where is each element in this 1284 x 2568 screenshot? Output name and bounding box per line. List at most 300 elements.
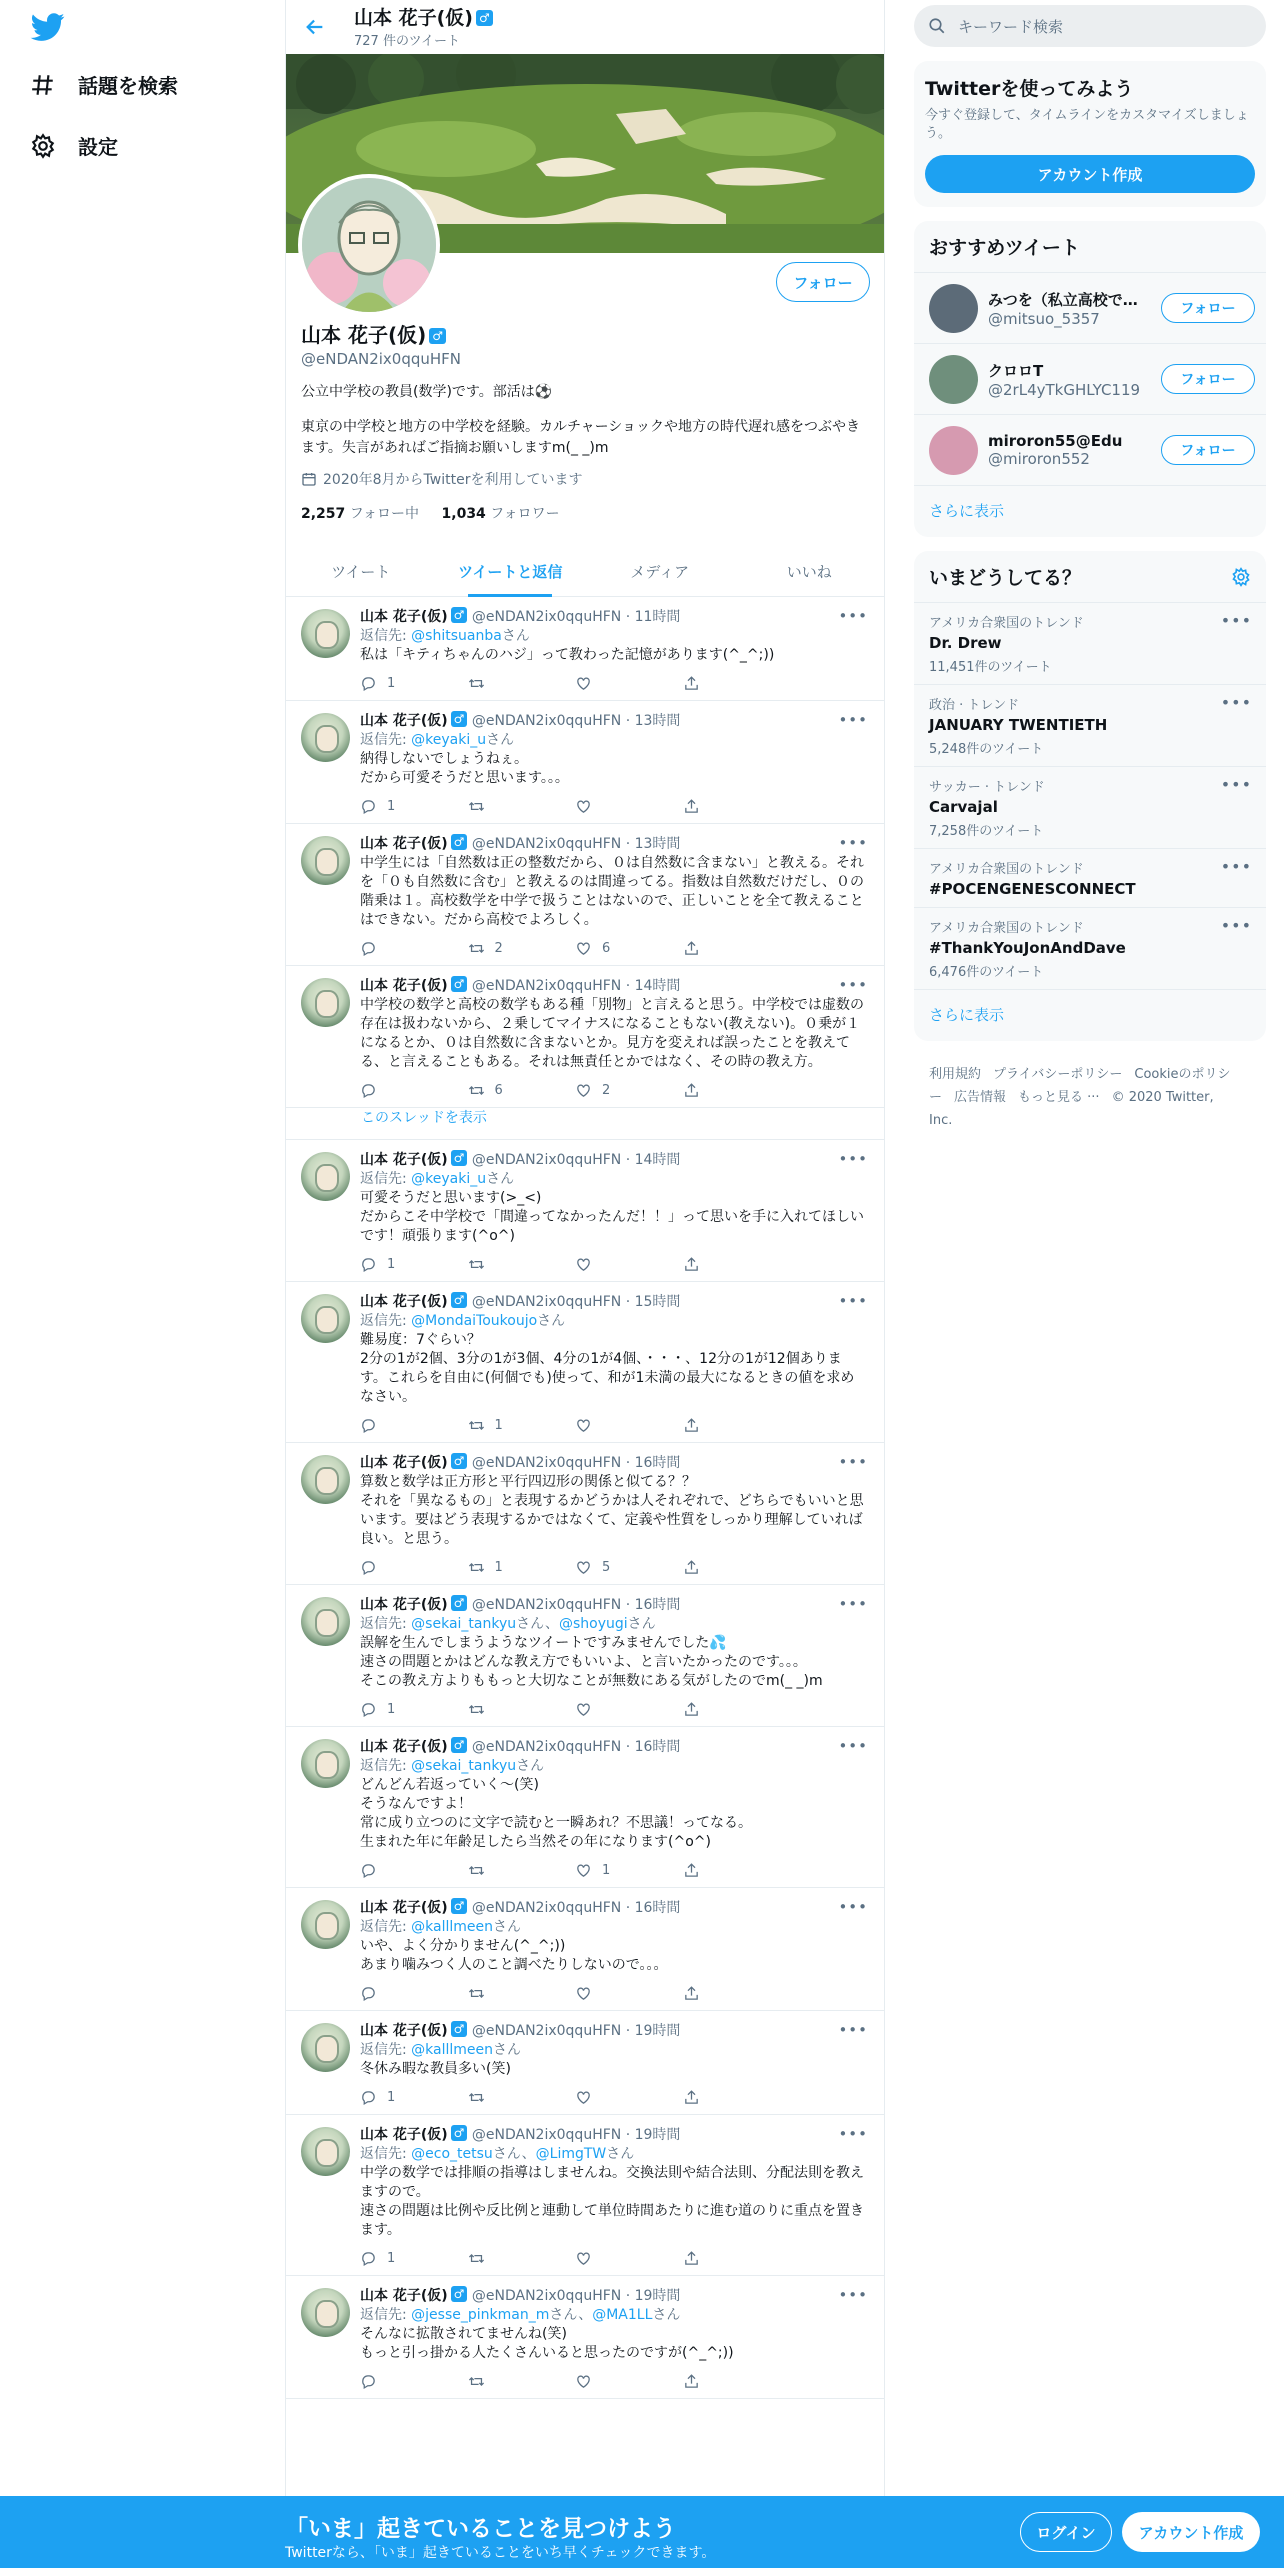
retweet-button[interactable] [468, 1558, 576, 1576]
recommended-account[interactable] [914, 272, 1266, 343]
tweet-text: どんどん若返っていく～(笑) そうなんですよ！ 常に成り立つのに文字で読むと一瞬あれ？不思議！ってなる。 生まれた年に年齢足したら当然その年になります(^o^) [360, 1777, 752, 1850]
recommended-name[interactable]: クロロT [988, 361, 1044, 380]
reply-count: 1 [387, 675, 396, 691]
followers-link[interactable]: 1,034 フォロワー [441, 506, 560, 522]
recommended-avatar[interactable] [929, 284, 978, 333]
more-options-icon[interactable]: ••• [838, 1898, 868, 1916]
tweet-timestamp[interactable]: · 19時間 [625, 2023, 681, 2039]
profile-avatar[interactable] [298, 174, 440, 316]
more-options-icon[interactable]: ••• [838, 2125, 868, 2143]
tweet-author-handle: @eNDAN2ix0qquHFN [471, 1597, 622, 1613]
avatar-illustration [302, 178, 436, 312]
share-icon [683, 2373, 700, 2390]
tweet-avatar[interactable] [301, 2023, 350, 2072]
tweet-header [360, 834, 868, 854]
tweet-actions [360, 2249, 790, 2267]
retweet-button[interactable] [468, 2249, 576, 2267]
recommended-avatar[interactable] [929, 426, 978, 475]
gender-badge: ♂ [451, 2125, 468, 2141]
tweet-author-name[interactable]: 山本 花子(仮) [360, 2288, 448, 2304]
like-button[interactable] [575, 2372, 683, 2390]
tweet-header [360, 2125, 868, 2145]
reply-context: 返信先: @sekai_tankyuさん、@shoyugiさん [360, 1616, 656, 1632]
tweet-timestamp[interactable]: · 16時間 [625, 1739, 681, 1755]
tweet-timestamp[interactable]: · 16時間 [625, 1900, 681, 1916]
profile-bio: 公立中学校の教員(数学)です。部活は⚽ [301, 384, 553, 400]
more-options-icon[interactable]: ••• [838, 1150, 868, 1168]
tweet-timestamp[interactable]: · 15時間 [625, 1294, 681, 1310]
trend-item[interactable] [914, 766, 1266, 848]
footer-link[interactable]: Cookieのポリシー [929, 1067, 1231, 1105]
tweet-avatar[interactable] [301, 2127, 350, 2176]
trend-item[interactable] [914, 684, 1266, 766]
share-icon [683, 1701, 700, 1718]
main-column [285, 0, 885, 2568]
share-button[interactable] [683, 674, 791, 692]
more-options-icon[interactable]: ••• [838, 976, 868, 994]
like-count: 6 [602, 940, 611, 956]
tweet-actions [360, 1700, 790, 1718]
reply-mention-link[interactable]: @shoyugi [558, 1616, 628, 1632]
tweet-avatar[interactable] [301, 2288, 350, 2337]
tab-tweets[interactable]: ツイート [331, 563, 391, 581]
more-options-icon[interactable]: ••• [838, 2021, 868, 2039]
reply-mention-link[interactable]: @keyaki_u [411, 732, 487, 748]
tweet-actions [360, 674, 790, 692]
share-button[interactable] [683, 1861, 791, 1879]
like-button[interactable] [575, 939, 683, 957]
tweet[interactable] [286, 824, 884, 966]
recommended-account[interactable] [914, 343, 1266, 414]
share-button[interactable] [683, 1984, 791, 2002]
more-options-icon[interactable]: ••• [838, 1292, 868, 1310]
reply-mention-link[interactable]: @LimgTW [535, 2146, 607, 2162]
heart-icon [575, 2373, 592, 2390]
heart-icon [575, 1082, 592, 1099]
profile-gender-badge: ♂ [429, 328, 446, 344]
gender-badge: ♂ [451, 2021, 468, 2037]
retweet-button[interactable] [468, 1255, 576, 1273]
tweet-actions [360, 797, 790, 815]
share-icon [683, 675, 700, 692]
bottom-bar-subtitle: Twitterなら、「いま」起きていることをいち早くチェックできます。 [285, 2545, 716, 2561]
share-button[interactable] [683, 1416, 791, 1434]
retweet-count: 6 [494, 1082, 503, 1098]
gear-icon [30, 133, 56, 159]
search-input[interactable]: キーワード検索 [958, 17, 1064, 36]
reply-mention-link[interactable]: @shitsuanba [411, 628, 502, 644]
reply-context: 返信先: @kalllmeenさん [360, 2042, 522, 2058]
profile-joined [301, 469, 868, 489]
who-to-follow-card [914, 221, 1266, 537]
tweet-author-handle: @eNDAN2ix0qquHFN [471, 1739, 622, 1755]
reply-count: 1 [387, 1256, 396, 1272]
nav-settings[interactable] [30, 131, 118, 160]
footer-link[interactable]: 利用規約 [929, 1067, 982, 1082]
retweet-icon [468, 1985, 485, 2002]
tweet-avatar[interactable] [301, 609, 350, 658]
more-options-icon[interactable]: ••• [838, 1595, 868, 1613]
share-button[interactable] [683, 939, 791, 957]
heart-icon [575, 1862, 592, 1879]
retweet-icon [468, 2250, 485, 2267]
reply-mention-link[interactable]: @MondaiToukoujo [411, 1313, 538, 1329]
tweet[interactable] [286, 1140, 884, 1282]
reply-context: 返信先: @eco_tetsuさん、@LimgTWさん [360, 2146, 635, 2162]
share-button[interactable] [683, 1255, 791, 1273]
tweet-header [360, 2286, 868, 2306]
tweet-avatar[interactable] [301, 1900, 350, 1949]
tweet[interactable] [286, 966, 884, 1108]
reply-button[interactable] [360, 2249, 468, 2267]
retweet-button[interactable] [468, 939, 576, 957]
reply-button[interactable] [360, 1558, 468, 1576]
tweet-header [360, 1595, 868, 1615]
reply-mention-link[interactable]: @MA1LL [592, 2307, 653, 2323]
reply-context: 返信先: @sekai_tankyuさん [360, 1758, 545, 1774]
tweet-timestamp[interactable]: · 14時間 [625, 978, 681, 994]
tweet-avatar[interactable] [301, 1152, 350, 1201]
tweet-header [360, 1737, 868, 1757]
tweet-actions [360, 1984, 790, 2002]
tweet-author-name[interactable]: 山本 花子(仮) [360, 1455, 448, 1471]
tweet-avatar[interactable] [301, 836, 350, 885]
trend-item[interactable] [914, 907, 1266, 989]
tweet-author-name[interactable]: 山本 花子(仮) [360, 713, 448, 729]
tweet-author-name[interactable]: 山本 花子(仮) [360, 1294, 448, 1310]
tweet-avatar[interactable] [301, 1597, 350, 1646]
tweet-timestamp[interactable]: · 16時間 [625, 1597, 681, 1613]
tweet-text: 中学校の数学と高校の数学もある種「別物」と言えると思う。中学校では虚数の存在は扱わないから、２乗してマイナスになることもない(教えない)。０乗が１になるとか、０は自然数に含まないとか。見方を変えれば誤ったことを教えてる、と言えることもある。それは無責任とかではなく、その時の教え方。 [360, 997, 864, 1070]
tweet[interactable] [286, 1727, 884, 1888]
tweet-author-name[interactable]: 山本 花子(仮) [360, 1597, 448, 1613]
trend-list [914, 602, 1266, 989]
reply-context: 返信先: @jesse_pinkman_mさん、@MA1LLさん [360, 2307, 681, 2323]
reply-count: 1 [387, 2250, 396, 2266]
share-button[interactable] [683, 2088, 791, 2106]
tweet-author-name[interactable]: 山本 花子(仮) [360, 1900, 448, 1916]
reply-context: 返信先: @keyaki_uさん [360, 732, 515, 748]
tweet-actions [360, 2372, 790, 2390]
tweet-text: 冬休み暇な教員多い(笑) [360, 2061, 511, 2077]
tweet-timestamp[interactable]: · 13時間 [625, 713, 681, 729]
tweet-header [360, 711, 868, 731]
retweet-count: 2 [494, 940, 503, 956]
share-button[interactable] [683, 2372, 791, 2390]
retweet-button[interactable] [468, 1081, 576, 1099]
twitter-logo-icon[interactable] [28, 10, 68, 44]
share-icon [683, 1862, 700, 1879]
tweet-author-name[interactable]: 山本 花子(仮) [360, 978, 448, 994]
like-button[interactable] [575, 1255, 683, 1273]
tweet-avatar[interactable] [301, 713, 350, 762]
tab-likes[interactable]: いいね [786, 563, 832, 581]
heart-icon [575, 798, 592, 815]
like-button[interactable] [575, 2088, 683, 2106]
reply-button[interactable] [360, 1984, 468, 2002]
trend-item[interactable] [914, 848, 1266, 907]
tweet[interactable] [286, 701, 884, 824]
share-button[interactable] [683, 2249, 791, 2267]
tweet[interactable] [286, 1443, 884, 1585]
retweet-icon [468, 798, 485, 815]
recommended-avatar[interactable] [929, 355, 978, 404]
tweet[interactable] [286, 1282, 884, 1443]
login-button[interactable]: ログイン [1020, 2512, 1112, 2552]
trend-tweet-count: 5,248件のツイート [929, 742, 1044, 757]
reply-button[interactable] [360, 1861, 468, 1879]
retweet-button[interactable] [468, 1700, 576, 1718]
gender-badge: ♂ [451, 711, 468, 727]
more-options-icon[interactable]: ••• [1220, 611, 1252, 630]
tweet-author-name[interactable]: 山本 花子(仮) [360, 2023, 448, 2039]
reply-mention-link[interactable]: @sekai_tankyu [411, 1616, 517, 1632]
tab-tweets-and-replies[interactable]: ツイートと返信 [436, 547, 586, 596]
reply-mention-link[interactable]: @eco_tetsu [411, 2146, 493, 2162]
reply-button[interactable] [360, 2088, 468, 2106]
tweet-avatar[interactable] [301, 978, 350, 1027]
gender-badge: ♂ [451, 1150, 468, 1166]
reply-mention-link[interactable]: @kalllmeen [411, 1919, 494, 1935]
reply-mention-link[interactable]: @keyaki_u [411, 1171, 487, 1187]
more-options-icon[interactable]: ••• [838, 2286, 868, 2304]
share-icon [683, 1082, 700, 1099]
trend-tweet-count: 6,476件のツイート [929, 965, 1044, 980]
trend-name: #POCENGENESCONNECT [929, 880, 1136, 898]
share-icon [683, 2250, 700, 2267]
tweet-author-name[interactable]: 山本 花子(仮) [360, 609, 448, 625]
signup-card-text: 今すぐ登録して、タイムラインをカスタマイズしましょう。 [925, 108, 1249, 141]
back-arrow-icon[interactable] [304, 16, 326, 38]
retweet-button[interactable] [468, 674, 576, 692]
footer-link[interactable]: もっと見る ··· [1018, 1090, 1100, 1105]
trend-tweet-count: 7,258件のツイート [929, 824, 1044, 839]
tweet-header [360, 1292, 868, 1312]
tweet[interactable] [286, 2115, 884, 2276]
more-options-icon[interactable]: ••• [838, 834, 868, 852]
trend-context: 政治 · トレンド [929, 698, 1020, 713]
gear-icon[interactable] [1231, 567, 1251, 587]
like-button[interactable] [575, 1984, 683, 2002]
reply-button[interactable] [360, 797, 468, 815]
recommended-account[interactable] [914, 414, 1266, 485]
reply-button[interactable] [360, 1416, 468, 1434]
share-icon [683, 940, 700, 957]
signup-card-title: Twitterを使ってみよう [925, 78, 1134, 100]
following-link[interactable]: 2,257 フォロー中 [301, 506, 420, 522]
tweet-header [360, 2021, 868, 2041]
tweet-avatar[interactable] [301, 1294, 350, 1343]
gender-badge: ♂ [451, 1292, 468, 1308]
tweet-actions [360, 1081, 790, 1099]
retweet-button[interactable] [468, 1984, 576, 2002]
tweet-text: いや、よく分かりません(^_^;)) あまり噛みつく人のこと調べたりしないので。。。 [360, 1938, 668, 1973]
right-sidebar [914, 0, 1266, 1154]
tab-media[interactable]: メディア [630, 563, 690, 581]
reply-button[interactable] [360, 2372, 468, 2390]
tweet[interactable] [286, 597, 884, 701]
footer-link[interactable]: プライバシーポリシー [993, 1067, 1123, 1082]
reply-icon [360, 1256, 377, 1273]
reply-mention-link[interactable]: @jesse_pinkman_m [411, 2307, 550, 2323]
retweet-button[interactable] [468, 1416, 576, 1434]
like-button[interactable] [575, 1861, 683, 1879]
tweet-text: 難易度：7ぐらい？ 2分の1が2個、3分の1が3個、4分の1が4個、・・・、12分の1が12個あります。これらを自由に(何個でも)使って、和が1未満の最大になるときの値を求めなさい。 [360, 1332, 855, 1405]
trend-context: アメリカ合衆国のトレンド [929, 921, 1084, 936]
trend-item[interactable] [914, 602, 1266, 684]
reply-context: 返信先: @keyaki_uさん [360, 1171, 515, 1187]
reply-icon [360, 675, 377, 692]
joined-text: 2020年8月からTwitterを利用しています [323, 472, 583, 488]
tweet-author-handle: @eNDAN2ix0qquHFN [471, 978, 622, 994]
heart-icon [575, 1701, 592, 1718]
retweet-button[interactable] [468, 797, 576, 815]
tweet-count: 727 件のツイート [354, 33, 461, 49]
tweet-text: 誤解を生んでしまうようなツイートですみませんでした💦 速さの問題とかはどんな教え方でもいいよ、と言いたかったのです。。。 そこの教え方よりももっと大切なことが無数にある気がしたのでm(_ _)m [360, 1635, 823, 1689]
tweet-author-handle: @eNDAN2ix0qquHFN [471, 609, 622, 625]
tweet[interactable] [286, 2011, 884, 2115]
tweet-avatar[interactable] [301, 1455, 350, 1504]
retweet-button[interactable] [468, 2088, 576, 2106]
reply-icon [360, 1559, 377, 1576]
retweet-icon [468, 2089, 485, 2106]
tweet-author-handle: @eNDAN2ix0qquHFN [471, 1152, 622, 1168]
share-button[interactable] [683, 797, 791, 815]
reply-button[interactable] [360, 939, 468, 957]
search-box[interactable] [914, 5, 1266, 47]
reply-button[interactable] [360, 1081, 468, 1099]
like-button[interactable] [575, 797, 683, 815]
more-options-icon[interactable]: ••• [1220, 693, 1252, 712]
tweet-timeline [286, 597, 884, 2399]
profile-stats [301, 503, 868, 523]
retweet-button[interactable] [468, 2372, 576, 2390]
tweet-author-handle: @eNDAN2ix0qquHFN [471, 1900, 622, 1916]
heart-icon [575, 1256, 592, 1273]
calendar-icon [301, 471, 317, 487]
more-options-icon[interactable]: ••• [838, 1453, 868, 1471]
tweet-text: 納得しないでしょうねぇ。 だから可愛そうだと思います。。。 [360, 751, 569, 786]
tweet-text: 中学の数学では排順の指導はしませんね。交換法則や結合法則、分配法則を教えますので。 速さの問題は比例や反比例と連動して単位時間あたりに進む道のりに重点を置きます。 [360, 2165, 864, 2238]
share-icon [683, 1256, 700, 1273]
share-icon [683, 1985, 700, 2002]
reply-icon [360, 1701, 377, 1718]
signup-card [914, 61, 1266, 207]
who-to-follow-show-more[interactable]: さらに表示 [914, 485, 1266, 537]
like-button[interactable] [575, 1416, 683, 1434]
tweet[interactable] [286, 1888, 884, 2011]
reply-button[interactable] [360, 674, 468, 692]
share-icon [683, 1559, 700, 1576]
tweet-header [360, 1898, 868, 1918]
tweet-timestamp[interactable]: · 14時間 [625, 1152, 681, 1168]
create-account-button[interactable]: アカウント作成 [925, 155, 1255, 193]
tweet-text: 算数と数学は正方形と平行四辺形の関係と似てる？？ それを「異なるもの」と表現するかどうかは人それぞれで、どちらでもいいと思います。要はどう表現するかではなくて、定義や性質をしっかり理解していれば良い。と思う。 [360, 1474, 864, 1547]
profile-bio-continued: 東京の中学校と地方の中学校を経験。カルチャーショックや地方の時代遅れ感をつぶやきます。失言があればご指摘お願いしますm(_ _)m [301, 419, 861, 456]
trend-name: Carvajal [929, 798, 998, 816]
follow-button[interactable]: フォロー [1161, 435, 1255, 465]
recommended-handle: @2rL4yTkGHLYC119 [988, 380, 1141, 399]
tweet-author-name[interactable]: 山本 花子(仮) [360, 1152, 448, 1168]
like-button[interactable] [575, 1700, 683, 1718]
reply-icon [360, 1082, 377, 1099]
more-options-icon[interactable]: ••• [1220, 775, 1252, 794]
retweet-button[interactable] [468, 1861, 576, 1879]
retweet-icon [468, 1417, 485, 1434]
follow-button[interactable]: フォロー [1161, 293, 1255, 323]
share-button[interactable] [683, 1081, 791, 1099]
tweet-author-name[interactable]: 山本 花子(仮) [360, 2127, 448, 2143]
tweet[interactable] [286, 1585, 884, 1727]
like-button[interactable] [575, 674, 683, 692]
like-button[interactable] [575, 1081, 683, 1099]
recommended-name[interactable]: miroron55@Edu [988, 432, 1123, 450]
reply-count: 1 [387, 2089, 396, 2105]
share-button[interactable] [683, 1700, 791, 1718]
more-options-icon[interactable]: ••• [1220, 916, 1252, 935]
profile-header-bar [286, 0, 884, 54]
reply-button[interactable] [360, 1255, 468, 1273]
trend-tweet-count: 11,451件のツイート [929, 660, 1052, 675]
trend-context: アメリカ合衆国のトレンド [929, 862, 1084, 877]
trend-name: #ThankYouJonAndDave [929, 939, 1126, 957]
more-options-icon[interactable]: ••• [1220, 857, 1252, 876]
like-button[interactable] [575, 1558, 683, 1576]
more-options-icon[interactable]: ••• [838, 607, 868, 625]
like-button[interactable] [575, 2249, 683, 2267]
show-thread-link[interactable]: このスレッドを表示 [286, 1099, 884, 1140]
tweet-author-name[interactable]: 山本 花子(仮) [360, 836, 448, 852]
profile-handle: @eNDAN2ix0qquHFN [301, 350, 462, 368]
tweet-timestamp[interactable]: · 19時間 [625, 2127, 681, 2143]
reply-mention-link[interactable]: @sekai_tankyu [411, 1758, 517, 1774]
tweet-author-name[interactable]: 山本 花子(仮) [360, 1739, 448, 1755]
retweet-count: 1 [494, 1559, 503, 1575]
tweet-timestamp[interactable]: · 19時間 [625, 2288, 681, 2304]
heart-icon [575, 940, 592, 957]
footer-link[interactable]: © 2020 Twitter, Inc. [929, 1090, 1214, 1128]
reply-button[interactable] [360, 1700, 468, 1718]
more-options-icon[interactable]: ••• [838, 1737, 868, 1755]
share-button[interactable] [683, 1558, 791, 1576]
profile-tabs [286, 547, 884, 597]
gender-badge: ♂ [451, 1453, 468, 1469]
gender-badge: ♂ [451, 1595, 468, 1611]
follow-button[interactable]: フォロー [776, 262, 870, 302]
tweet-actions [360, 1558, 790, 1576]
recommended-handle: @miroron552 [988, 450, 1090, 468]
recommended-handle: @mitsuo_5357 [988, 309, 1100, 328]
who-to-follow-title: おすすめツイート [929, 237, 1080, 259]
trends-show-more[interactable]: さらに表示 [914, 989, 1266, 1041]
reply-mention-link[interactable]: @kalllmeen [411, 2042, 494, 2058]
tweet-timestamp[interactable]: · 11時間 [625, 609, 681, 625]
tweet-timestamp[interactable]: · 16時間 [625, 1455, 681, 1471]
tweet[interactable] [286, 2276, 884, 2399]
sidebar-footer [914, 1041, 1266, 1154]
follow-button[interactable]: フォロー [1161, 364, 1255, 394]
header-name: 山本 花子(仮) ♂ [354, 6, 493, 30]
more-options-icon[interactable]: ••• [838, 711, 868, 729]
recommended-name[interactable]: みつを（私立高校で… [988, 290, 1138, 309]
gender-badge: ♂ [451, 607, 468, 623]
footer-link[interactable]: 広告情報 [954, 1090, 1007, 1105]
bottom-create-account-button[interactable]: アカウント作成 [1122, 2512, 1260, 2552]
reply-icon [360, 798, 377, 815]
tweet-avatar[interactable] [301, 1739, 350, 1788]
tweet-timestamp[interactable]: · 13時間 [625, 836, 681, 852]
nav-explore[interactable] [30, 70, 178, 99]
